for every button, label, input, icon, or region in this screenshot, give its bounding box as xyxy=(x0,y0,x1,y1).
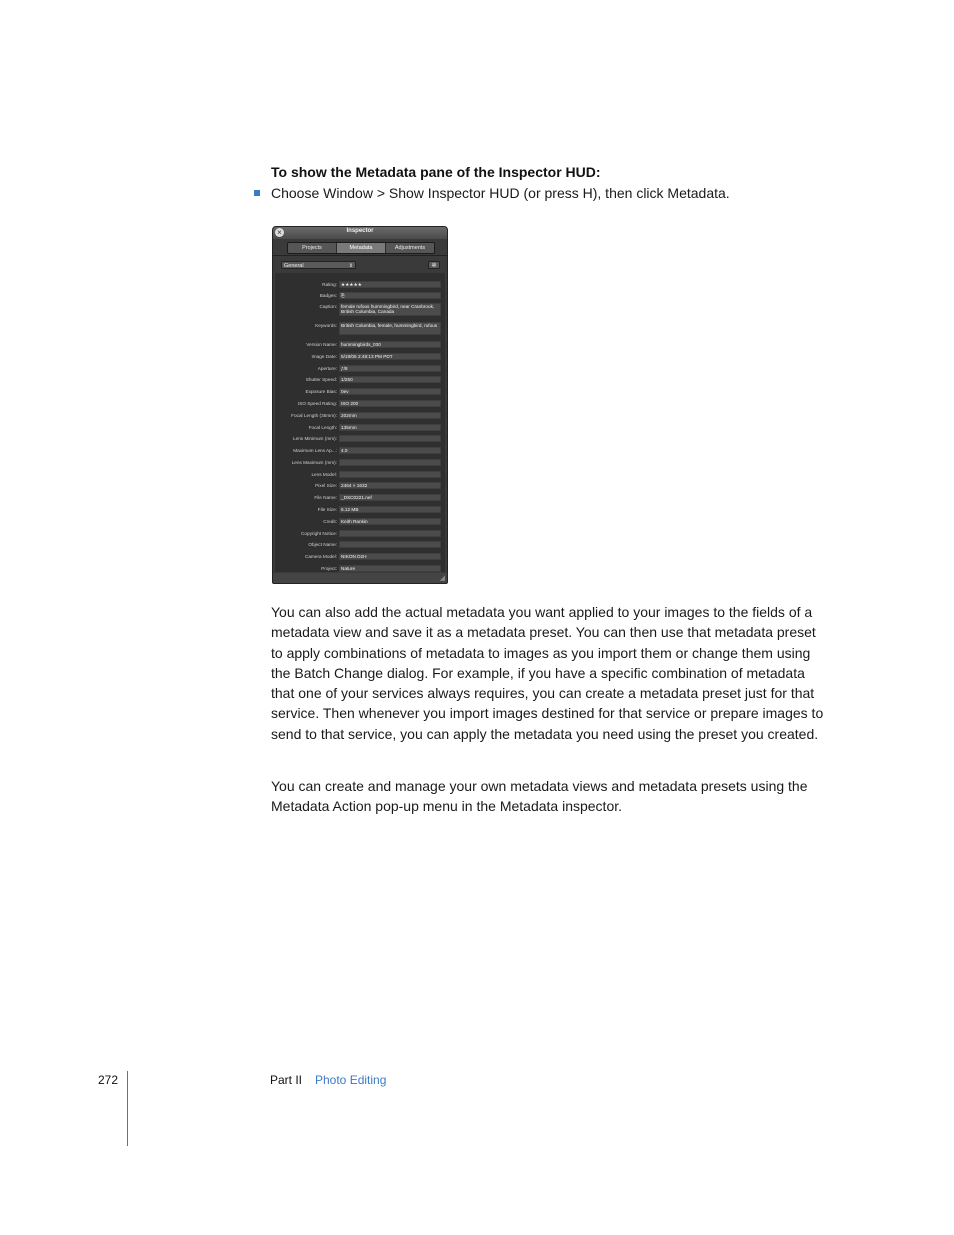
metadata-field-label: Lens Minimum (mm): xyxy=(292,436,337,441)
tab-metadata[interactable]: Metadata xyxy=(337,243,386,253)
metadata-field-label: Focal Length (35mm): xyxy=(291,413,337,418)
footer-part: Part II xyxy=(270,1073,303,1087)
metadata-field-label: Aperture: xyxy=(317,366,337,371)
metadata-field-input[interactable]: ƒ/8 xyxy=(339,365,441,372)
metadata-field-input[interactable]: 0ev xyxy=(339,388,441,395)
metadata-field-input[interactable]: 202mm xyxy=(339,412,441,419)
divider xyxy=(273,255,447,256)
body-paragraph-1: You can also add the actual metadata you want applied to your images to the fields of a metadata view and save it as a metadata preset. You can then use that metadata preset to apply combinations of metadata to images as you import them or change them using the Batch Change dialog. For example, if you have a specific combination of metadata that one of your services always requires, you can create a metadata preset just for that service. Then whenever you import images destined for that service or prepare images to send to that service, you can apply the metadata you need using the preset you created. xyxy=(271,604,824,742)
metadata-field-label: Rating: xyxy=(322,282,337,287)
metadata-field-input[interactable]: female rufous hummingbird, near Cranbrook, British Columbia, Canada xyxy=(339,303,441,316)
metadata-field-label: Object Name: xyxy=(308,542,337,547)
metadata-field-label: Lens Maximum (mm): xyxy=(291,460,337,465)
bullet-text: Choose Window > Show Inspector HUD (or press H), then click Metadata. xyxy=(271,185,730,201)
metadata-field-label: Shutter Speed: xyxy=(305,377,337,382)
metadata-field-input[interactable]: ISO 200 xyxy=(339,400,441,407)
metadata-field-label: ISO Speed Rating: xyxy=(297,401,337,406)
body-paragraph-2: You can create and manage your own metadata views and metadata presets using the Metadata Action pop-up menu in the Metadata inspector. xyxy=(271,778,808,815)
gear-icon[interactable]: ✲ xyxy=(428,261,440,269)
hud-titlebar xyxy=(273,227,447,239)
metadata-field-input[interactable]: _DSC0221.nef xyxy=(339,494,441,501)
inspector-tabs xyxy=(287,242,435,254)
metadata-field-input[interactable]: Keith Rankin xyxy=(339,518,441,525)
metadata-field-label: Keywords: xyxy=(315,323,337,328)
inspector-hud-screenshot xyxy=(272,226,448,584)
metadata-field-label: Exposure Bias: xyxy=(305,389,337,394)
close-icon[interactable]: × xyxy=(275,228,284,237)
metadata-field-input[interactable]: ⎘ xyxy=(339,292,441,299)
tab-projects[interactable]: Projects xyxy=(288,243,337,253)
metadata-field-input[interactable] xyxy=(339,435,441,442)
metadata-field-input[interactable]: 6.12 MB xyxy=(339,506,441,513)
metadata-field-input[interactable]: NIKON D2H xyxy=(339,553,441,560)
metadata-field-input[interactable]: hummingbirds_030 xyxy=(339,341,441,348)
metadata-field-input[interactable]: 5/19/05 2:48:13 PM PDT xyxy=(339,353,441,360)
metadata-field-label: Caption: xyxy=(319,304,337,309)
instruction-heading: To show the Metadata pane of the Inspector HUD: xyxy=(271,164,601,180)
page-number: 272 xyxy=(98,1073,119,1087)
metadata-field-label: Badges: xyxy=(319,293,337,298)
tab-adjustments[interactable]: Adjustments xyxy=(394,245,426,251)
metadata-field-input[interactable] xyxy=(339,471,441,478)
metadata-field-label: File Size: xyxy=(317,507,337,512)
metadata-field-label: Project: xyxy=(321,566,337,571)
metadata-field-label: File Name: xyxy=(314,495,337,500)
footer-rule xyxy=(127,1071,128,1146)
hud-title: Inspector xyxy=(346,228,374,234)
metadata-field-input[interactable]: Nature xyxy=(339,565,441,572)
bullet-step xyxy=(254,185,730,201)
metadata-field-label: Image Date: xyxy=(311,354,337,359)
metadata-field-label: Focal Length: xyxy=(308,425,337,430)
metadata-field-input[interactable]: 1/250 xyxy=(339,376,441,383)
metadata-fields xyxy=(275,273,445,572)
metadata-field-label: Lens Model: xyxy=(311,472,337,477)
view-select-value: General xyxy=(284,263,304,269)
metadata-field-input[interactable] xyxy=(339,530,441,537)
metadata-field-label: Copyright Notice: xyxy=(301,531,337,536)
metadata-field-input[interactable] xyxy=(339,459,441,466)
metadata-field-input[interactable]: ★★★★★ xyxy=(339,281,441,288)
resize-handle-icon[interactable]: ◢ xyxy=(439,575,445,582)
footer-section-link[interactable]: Photo Editing xyxy=(315,1073,387,1087)
metadata-field-label: Version Name: xyxy=(306,342,337,347)
updown-arrow-icon: ⇕ xyxy=(348,263,353,269)
metadata-field-input[interactable]: 2464 × 1632 xyxy=(339,482,441,489)
metadata-field-label: Credit: xyxy=(323,519,337,524)
metadata-view-select[interactable] xyxy=(281,261,356,269)
metadata-field-input[interactable] xyxy=(339,541,441,548)
metadata-field-label: Pixel Size: xyxy=(315,483,337,488)
metadata-field-input[interactable]: 135mm xyxy=(339,424,441,431)
metadata-field-label: Maximum Lens Ap...: xyxy=(293,448,337,453)
metadata-field-label: Camera Model: xyxy=(304,554,337,559)
metadata-field-input[interactable]: 4.0 xyxy=(339,447,441,454)
metadata-field-input[interactable]: British Columbia, female, hummingbird, rufous xyxy=(339,322,441,335)
bullet-square-icon xyxy=(254,190,260,196)
hud-bottom-bar xyxy=(273,573,447,583)
